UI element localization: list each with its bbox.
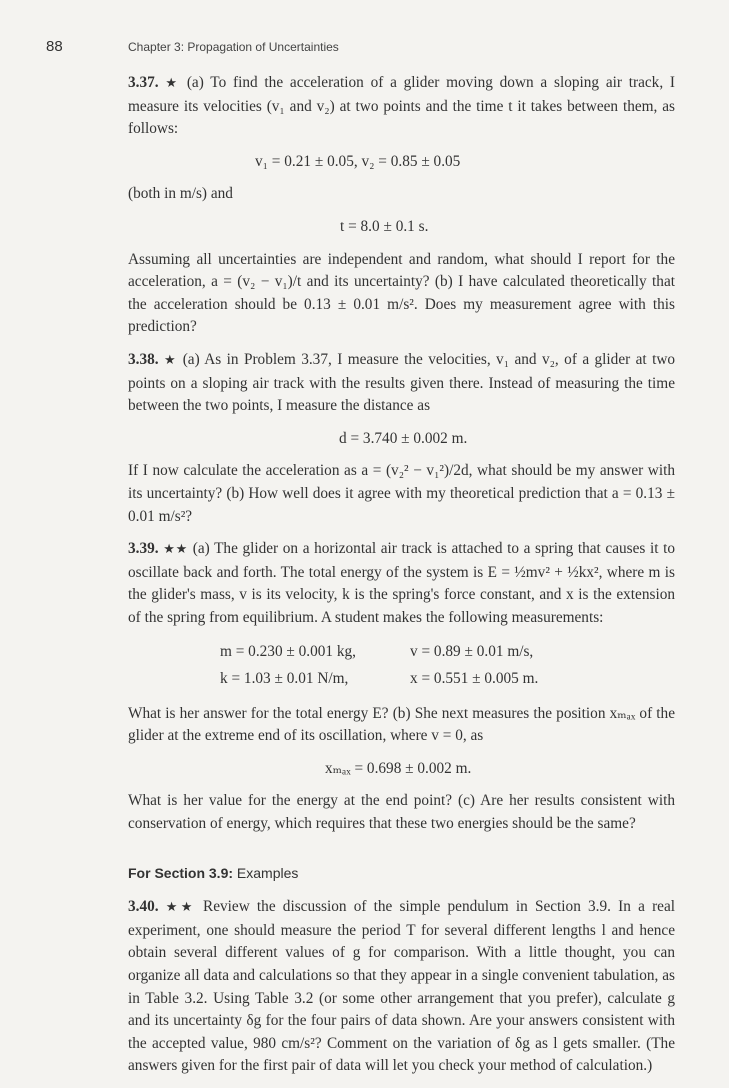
problem-3-37 xyxy=(128,72,675,339)
problem-question: Assuming all uncertainties are independent and random, what should I report for the acceleration, a = (v₂ − v₁)/t and its uncertainty? (b) I have calculated theoretically that the acceleration should be 0.13 ± 0.01 m/s². Does my measurement agree with this prediction? xyxy=(128,250,675,336)
difficulty-star-icon: ★ xyxy=(165,76,181,91)
equation-velocity: v = 0.89 ± 0.01 m/s, xyxy=(410,643,534,661)
problem-3-39-intro xyxy=(128,538,675,629)
equation-row-1 xyxy=(128,641,675,664)
problem-number: 3.40. xyxy=(128,898,159,916)
difficulty-star-icon: ★★ xyxy=(163,542,189,558)
problem-3-38 xyxy=(128,349,675,528)
difficulty-star-icon: ★★ xyxy=(165,900,196,916)
problem-number: 3.37. xyxy=(128,74,159,91)
problem-question: If I now calculate the acceleration as a = (v₂² − v₁²)/2d, what should be my answer with its uncertainty? (b) How well does it agree with my theoretical prediction that a = 0.13 ± 0.01 m/s²? xyxy=(128,462,675,525)
equation-time: t = 8.0 ± 0.1 s. xyxy=(340,217,429,235)
section-title: Examples xyxy=(236,864,299,881)
chapter-title: Chapter 3: Propagation of Uncertainties xyxy=(128,40,339,54)
equation-distance: d = 3.740 ± 0.002 m. xyxy=(339,429,468,447)
problem-3-39 xyxy=(128,538,675,836)
problem-text: (a) To find the acceleration of a glider moving down a sloping air track, I measure its velocities (v₁ and v₂) at two points and the time t it takes between them, as follows: xyxy=(128,74,676,138)
problem-text: (a) As in Problem 3.37, I measure the velocities, v₁ and v₂, of a glider at two points on a sloping air track with the results given there. Instead of measuring the time between the two points, I measure the distance as xyxy=(128,350,676,415)
problem-text: Review the discussion of the simple pendulum in Section 3.9. In a real experiment, one should measure the period T for several different lengths l and hence obtain several different values of g for comparison. With a little thought, you can organize all data and calculations so that they appear in a single convenient tabulation, as in Table 3.2. Using Table 3.2 (or some other arrangement that you prefer), calculate g and its uncertainty δg for the four pairs of data shown. Are your answers consistent with the accepted value, 980 cm/s²? Comment on the variation of δg as l gets smaller. (The answers given for the first pair of data will let you check your method of calculation.) xyxy=(128,898,675,1075)
problem-3-37-intro xyxy=(128,72,675,141)
equation-spring-constant: k = 1.03 ± 0.01 N/m, xyxy=(220,670,349,688)
page-number: 88 xyxy=(46,38,63,55)
equation-extension: x = 0.551 ± 0.005 m. xyxy=(410,670,539,688)
difficulty-star-icon: ★ xyxy=(164,352,178,368)
problem-3-40 xyxy=(128,896,675,1078)
section-label: For Section 3.9: xyxy=(128,864,234,881)
problem-3-40-text xyxy=(128,896,675,1078)
problem-question: What is her value for the energy at the end point? (c) Are her results consistent with conservation of energy, which requires that these two energies should be the same? xyxy=(128,792,675,833)
equation-xmax: xₘₐₓ = 0.698 ± 0.002 m. xyxy=(325,759,472,777)
equation-mass: m = 0.230 ± 0.001 kg, xyxy=(220,643,356,661)
problem-3-38-intro xyxy=(128,349,675,418)
equation-velocities: v₁ = 0.21 ± 0.05, v₂ = 0.85 ± 0.05 xyxy=(255,152,461,170)
page-content xyxy=(128,72,675,1088)
problem-text: (a) The glider on a horizontal air track is attached to a spring that causes it to oscillate back and forth. The total energy of the system is E = ½mv² + ½kx², where m is the glider's mass, v is its velocity, k is the spring's force constant, and x is the extension of the spring from equilibrium. A student makes the following measurements: xyxy=(128,540,675,626)
units-note: (both in m/s) and xyxy=(128,185,233,203)
section-heading xyxy=(128,862,675,885)
problem-number: 3.39. xyxy=(128,540,159,558)
equation-row-2 xyxy=(128,668,675,691)
problem-number: 3.38. xyxy=(128,350,159,368)
problem-middle-text: What is her answer for the total energy E? (b) She next measures the position xₘₐₓ of the glider at the extreme end of its oscillation, where v = 0, as xyxy=(128,704,675,745)
